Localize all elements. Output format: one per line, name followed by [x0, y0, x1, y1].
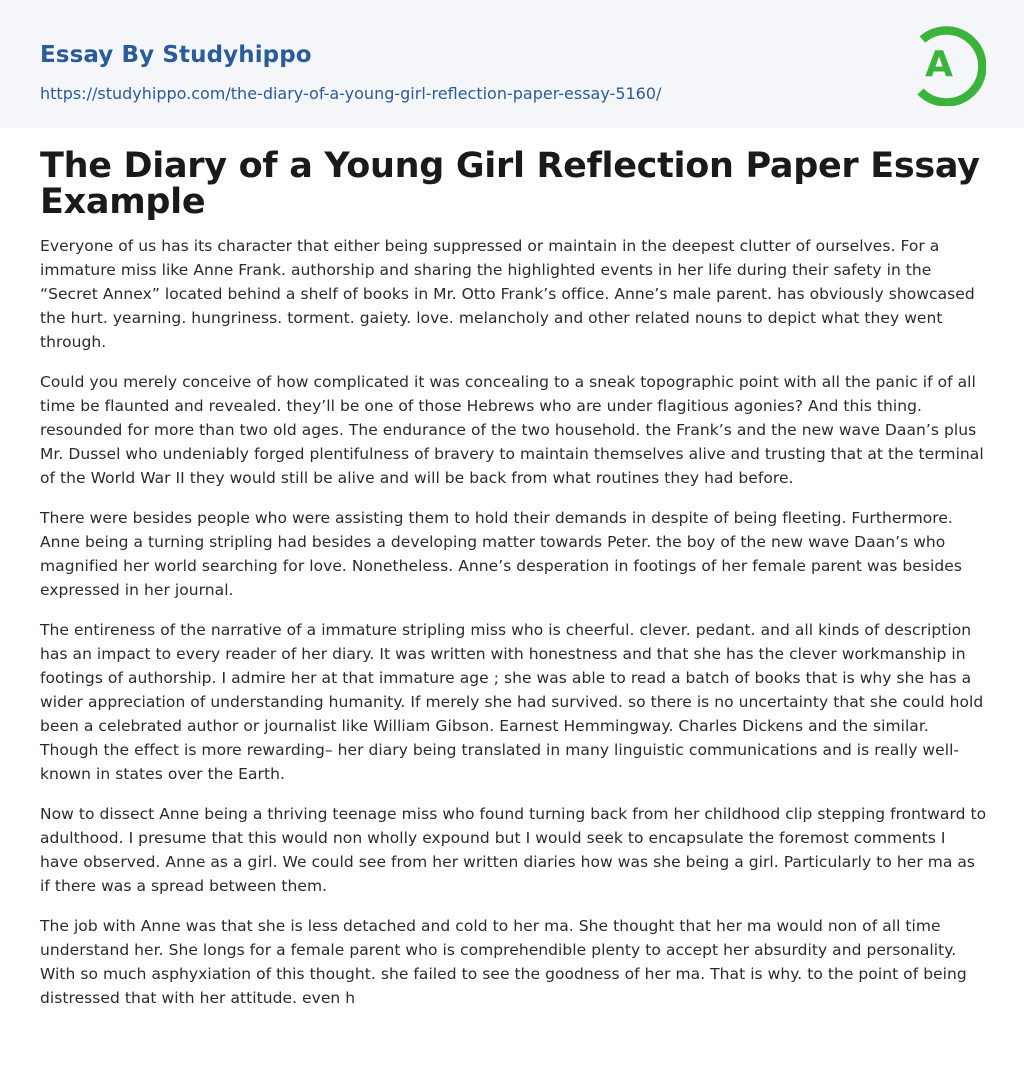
- page-title: The Diary of a Young Girl Reflection Paper Essay Example: [40, 146, 980, 222]
- page-url-link[interactable]: https://studyhippo.com/the-diary-of-a-young-girl-reflection-paper-essay-5160/: [40, 84, 662, 103]
- site-brand[interactable]: Essay By Studyhippo: [40, 42, 312, 68]
- logo-letter: A: [925, 44, 953, 85]
- essay-paragraph: Could you merely conceive of how complicated it was concealing to a sneak topographic point with all the panic if of all time be flaunted and revealed. they’ll be one of those Hebrews who are under flagitious agonies? And this thing. resounded for more than two old ages. The endurance of the two household. the Frank’s and the new wave Daan’s plus Mr. Dussel who undeniably forged plentifulness of bravery to maintain themselves alive and trusting that at the terminal of the World War II they would still be alive and will be back from what routines they had before.: [40, 373, 984, 487]
- essay-paragraph: Everyone of us has its character that either being suppressed or maintain in the deepest clutter of ourselves. For a immature miss like Anne Frank. authorship and sharing the highlighted events in her life during their safety in the “Secret Annex” located behind a shelf of books in Mr. Otto Frank’s office. Anne’s male parent. has obviously showcased the hurt. yearning. hungriness. torment. gaiety. love. melancholy and other related nouns to depict what they went through.: [40, 237, 975, 351]
- essay-paragraph: There were besides people who were assisting them to hold their demands in despite of being fleeting. Furthermore. Anne being a turning stripling had besides a developing matter towards Peter. the boy of the new wave Daan’s who magnified her world searching for love. Nonetheless. Anne’s desperation in footings of her female parent was besides expressed in her journal.: [40, 509, 962, 599]
- essay-paragraph: The entireness of the narrative of a immature stripling miss who is cheerful. clever. pedant. and all kinds of description has an impact to every reader of her diary. It was written with honestness and that she has the clever workmanship in footings of authorship. I admire her at that immature age ; she was able to read a batch of books that is why she has a wider appreciation of understanding humanity. If merely she had survived. so there is no uncertainty that she could hold been a celebrated author or journalist like William Gibson. Earnest Hemmingway. Charles Dickens and the similar. Though the effect is more rewarding– her diary being translated in many linguistic communications and is really well-known in states over the Earth.: [40, 621, 984, 783]
- site-header: [0, 0, 1024, 128]
- essay-content: [40, 234, 988, 1026]
- logo-ring-icon: [912, 20, 986, 106]
- essay-paragraph: The job with Anne was that she is less detached and cold to her ma. She thought that her ma would non of all time understand her. She longs for a female parent who is comprehendible plenty to accept her absurdity and personality. With so much asphyxiation of this thought. she failed to see the goodness of her ma. That is why. to the point of being distressed that with her attitude. even h: [40, 917, 967, 1007]
- essay-paragraph: Now to dissect Anne being a thriving teenage miss who found turning back from her childhood clip stepping frontward to adulthood. I presume that this would non wholly expound but I would seek to encapsulate the foremost comments I have observed. Anne as a girl. We could see from her written diaries how was she being a girl. Particularly to her ma as if there was a spread between them.: [40, 805, 987, 895]
- studyhippo-logo-icon[interactable]: [912, 20, 986, 106]
